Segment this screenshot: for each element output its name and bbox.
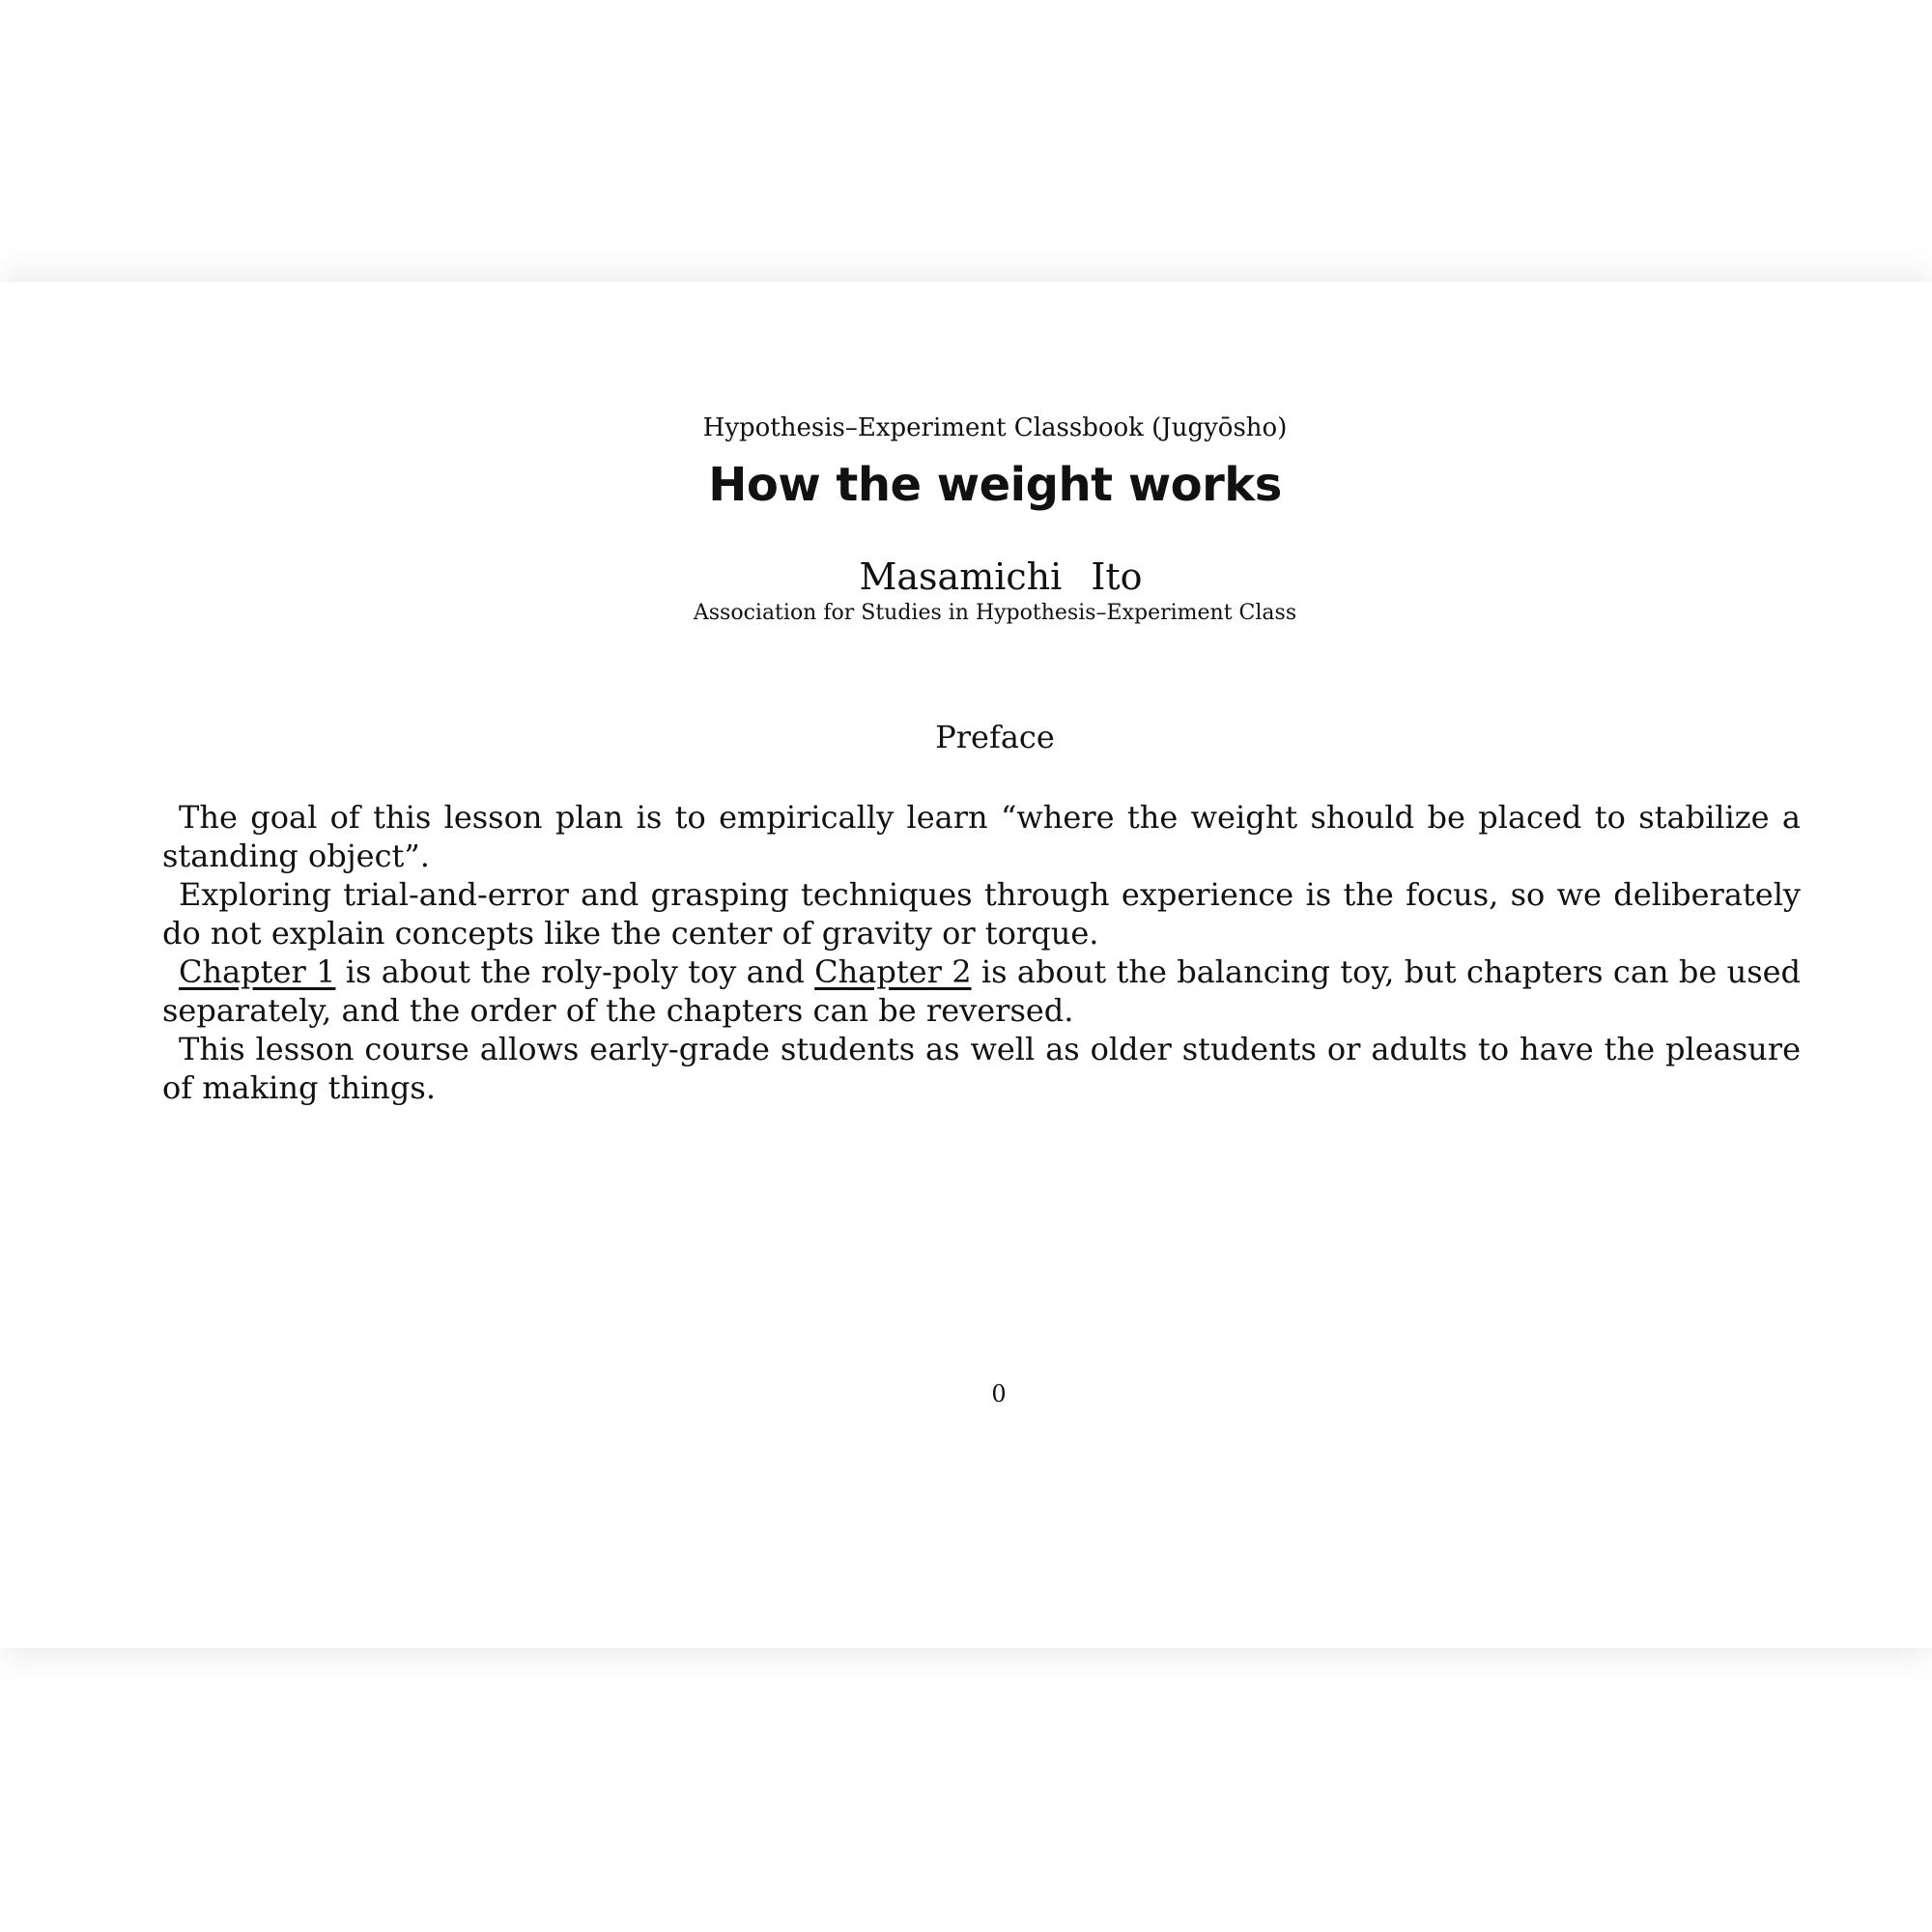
chapter-1-link[interactable]: Chapter 1 — [179, 953, 336, 990]
preface-paragraph-4: This lesson course allows early-grade students as well as older students or adults to have the pleasure of making things. — [162, 1031, 1801, 1106]
page-number: 0 — [991, 1380, 1007, 1407]
series-title: Hypothesis–Experiment Classbook (Jugyōsho) — [702, 413, 1288, 442]
author-affiliation: Association for Studies in Hypothesis–Experiment Class — [693, 601, 1297, 625]
preface-paragraph-1: The goal of this lesson plan is to empirically learn “where the weight should be placed to stabilize a standing object”. — [162, 799, 1801, 874]
document-page — [0, 282, 1932, 1648]
paragraph-3-middle-text: is about the roly-poly toy and — [335, 953, 815, 990]
preface-paragraph-3 — [162, 952, 1801, 1030]
author-name: Masamichi Ito — [859, 555, 1143, 598]
preface-paragraph-2: Exploring trial-and-error and grasping techniques through experience is the focus, so we deliberately do not explain concepts like the center of gravity or torque. — [162, 876, 1801, 952]
paragraph-3-end-text: is about the balancing toy, but chapters can be used separately, and the order of the chapters can be reversed. — [162, 953, 1802, 1029]
document-title: How the weight works — [708, 458, 1282, 512]
preface-body — [162, 798, 1801, 1107]
preface-heading: Preface — [935, 719, 1055, 755]
chapter-2-link[interactable]: Chapter 2 — [814, 953, 972, 990]
